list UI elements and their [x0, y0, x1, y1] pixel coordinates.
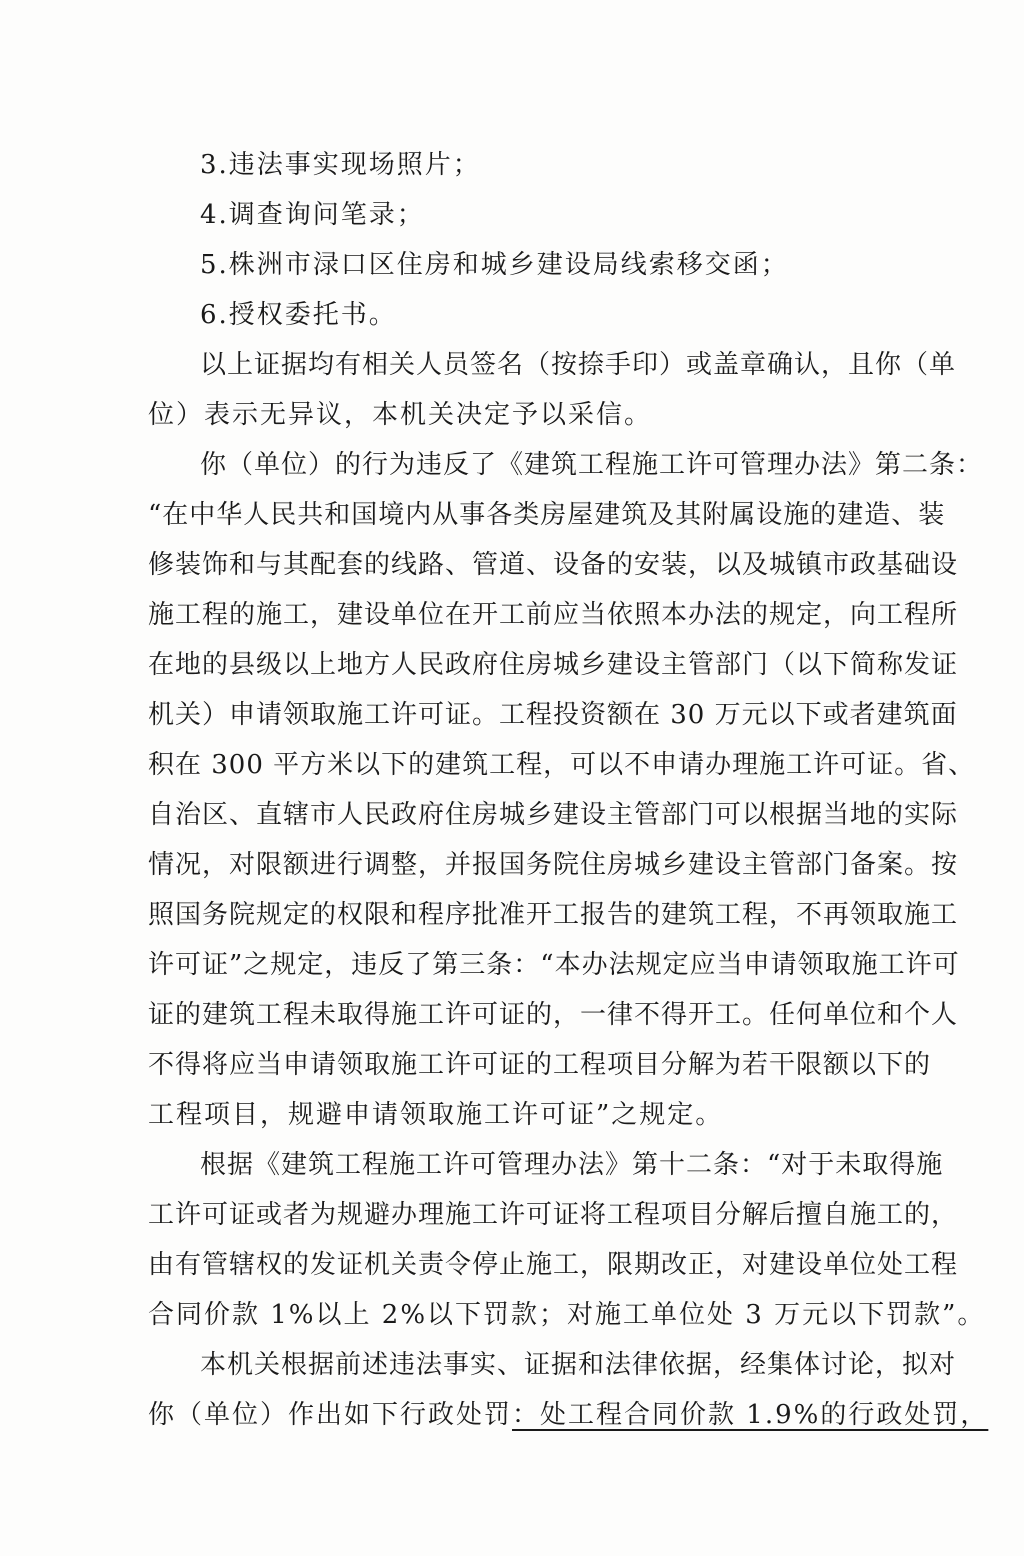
paragraph-legal-basis-line: 由有管辖权的发证机关责令停止施工，限期改正，对建设单位处工程: [148, 1250, 959, 1280]
paragraph-penalty-line: 本机关根据前述违法事实、证据和法律依据，经集体讨论，拟对: [200, 1350, 957, 1380]
paragraph-violation-line: 许可证”之规定，违反了第三条：“本办法规定应当申请领取施工许可: [148, 950, 960, 980]
paragraph-legal-basis-line: 合同价款 1%以上 2%以下罚款；对施工单位处 3 万元以下罚款”。: [148, 1300, 986, 1330]
paragraph-violation-line: 机关）申请领取施工许可证。工程投资额在 30 万元以下或者建筑面: [148, 700, 958, 730]
paragraph-violation-line: 照国务院规定的权限和程序批准开工报告的建筑工程，不再领取施工: [148, 900, 959, 930]
list-item-evidence-3: 3.违法事实现场照片；: [200, 150, 481, 180]
paragraph-violation-line: 施工程的施工，建设单位在开工前应当依照本办法的规定，向工程所: [148, 600, 959, 630]
list-item-evidence-5: 5.株洲市渌口区住房和城乡建设局线索移交函；: [200, 250, 789, 280]
paragraph-violation-line: “在中华人民共和国境内从事各类房屋建筑及其附属设施的建造、装: [148, 500, 946, 530]
paragraph-violation-line: 修装饰和与其配套的线路、管道、设备的安装，以及城镇市政基础设: [148, 550, 959, 580]
document-body: [148, 140, 989, 1440]
paragraph-violation-line: 情况，对限额进行调整，并报国务院住房城乡建设主管部门备案。按: [148, 850, 959, 880]
paragraph-penalty-line: [148, 1390, 989, 1440]
paragraph-violation-line: 自治区、直辖市人民政府住房城乡建设主管部门可以根据当地的实际: [148, 800, 959, 830]
paragraph-legal-basis-line: 工许可证或者为规避办理施工许可证将工程项目分解后擅自施工的，: [148, 1200, 959, 1230]
list-item-evidence-6: 6.授权委托书。: [200, 300, 397, 330]
paragraph-legal-basis-line: 根据《建筑工程施工许可管理办法》第十二条：“对于未取得施: [200, 1150, 944, 1180]
penalty-decision-text: ：处工程合同价款 1.9%的行政处罚，: [512, 1400, 989, 1430]
paragraph-violation-line: 在地的县级以上地方人民政府住房城乡建设主管部门（以下简称发证: [148, 650, 959, 680]
paragraph-violation-line: 积在 300 平方米以下的建筑工程，可以不申请办理施工许可证。省、: [148, 750, 976, 780]
list-item-evidence-4: 4.调查询问笔录；: [200, 200, 425, 230]
penalty-intro-text: 你（单位）作出如下行政处罚: [148, 1400, 513, 1430]
paragraph-violation-line: 工程项目，规避申请领取施工许可证”之规定。: [148, 1100, 724, 1130]
paragraph-violation-line: 证的建筑工程未取得施工许可证的，一律不得开工。任何单位和个人: [148, 1000, 959, 1030]
paragraph-evidence-line: 位）表示无异议，本机关决定予以采信。: [148, 400, 653, 430]
paragraph-violation-line: 不得将应当申请领取施工许可证的工程项目分解为若干限额以下的: [148, 1050, 932, 1080]
paragraph-violation-line: 你（单位）的行为违反了《建筑工程施工许可管理办法》第二条：: [200, 450, 984, 480]
paragraph-evidence-line: 以上证据均有相关人员签名（按捺手印）或盖章确认，且你（单: [200, 350, 957, 380]
